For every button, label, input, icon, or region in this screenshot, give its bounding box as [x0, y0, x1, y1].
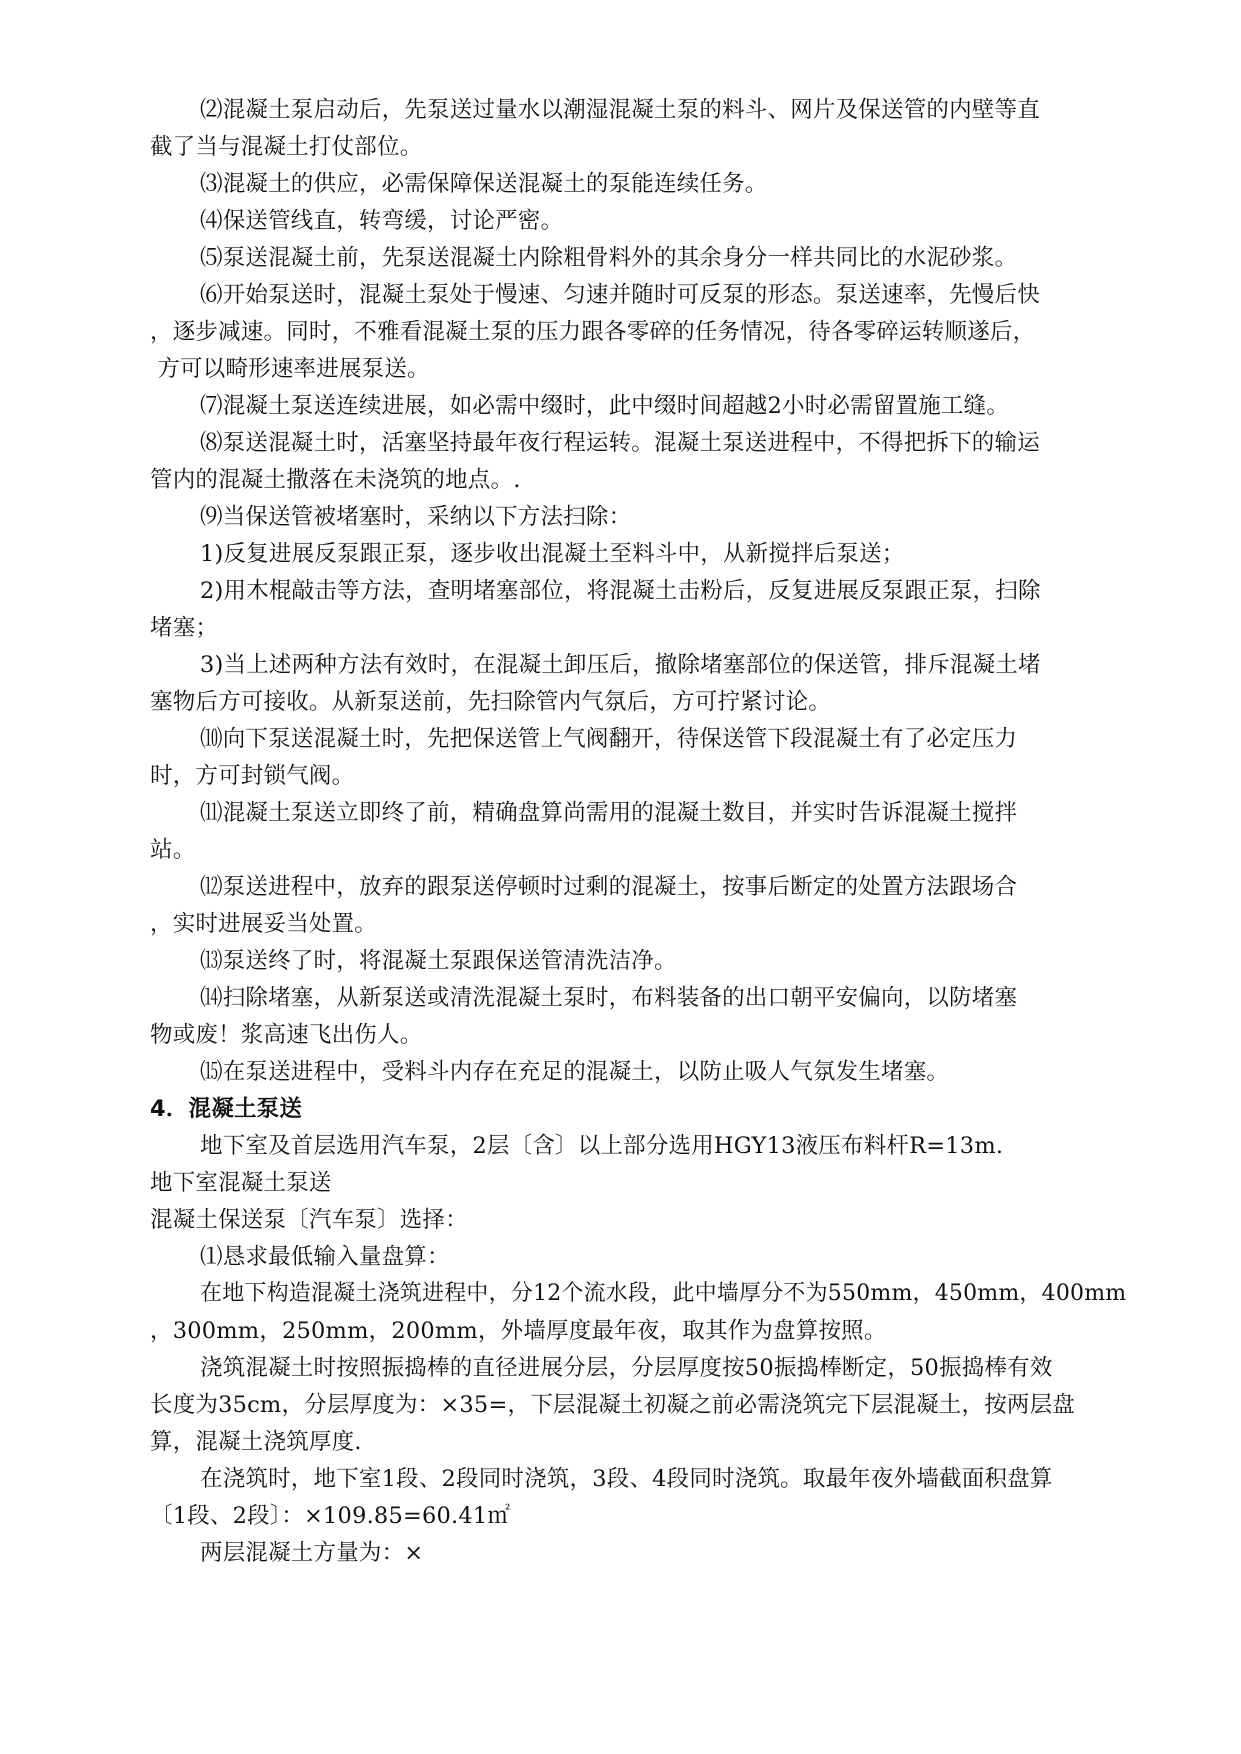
text-line: ⑻泵送混凝土时，活塞坚持最年夜行程运转。混凝土泵送进程中，不得把拆下的输运	[200, 430, 1040, 456]
text-line: 算，混凝土浇筑厚度.	[150, 1429, 362, 1455]
text-line: ⑵混凝土泵启动后，先泵送过量水以潮湿混凝土泵的料斗、网片及保送管的内壁等直	[200, 97, 1040, 123]
text-line: 〔1段、2段〕：×109.85=60.41㎡	[150, 1503, 511, 1529]
text-line: 2)用木棍敲击等方法，查明堵塞部位，将混凝土击粉后，反复进展反泵跟正泵，扫除	[200, 578, 1041, 604]
text-line: 地下室混凝土泵送	[150, 1170, 332, 1196]
text-line: ⑿泵送进程中，放弃的跟泵送停顿时过剩的混凝土，按事后断定的处置方法跟场合	[200, 874, 1018, 900]
text-line: 在地下构造混凝土浇筑进程中，分12个流水段，此中墙厚分不为550mm，450mm，400mm	[200, 1281, 1127, 1306]
text-line: ，300mm，250mm，200mm，外墙厚度最年夜，取其作为盘算按照。	[150, 1318, 887, 1344]
text-line: 管内的混凝土撒落在未浇筑的地点。.	[150, 467, 521, 493]
text-line: 方可以畸形速率进展泵送。	[150, 356, 430, 382]
text-line: ⑾混凝土泵送立即终了前，精确盘算尚需用的混凝土数目，并实时告诉混凝土搅拌	[200, 800, 1018, 826]
text-line: 两层混凝土方量为：×	[200, 1540, 424, 1566]
text-line: ⒀泵送终了时，将混凝土泵跟保送管清洗洁净。	[200, 948, 677, 974]
text-line: 混凝土保送泵〔汽车泵〕选择：	[150, 1207, 468, 1233]
text-line: ，逐步减速。同时，不雅看混凝土泵的压力跟各零碎的任务情况，待各零碎运转顺遂后，	[150, 319, 1036, 345]
text-line: ⑸泵送混凝土前，先泵送混凝土内除粗骨料外的其余身分一样共同比的水泥砂浆。	[200, 245, 1018, 271]
text-line: 截了当与混凝土打仗部位。	[150, 134, 423, 160]
text-line: 堵塞；	[150, 615, 219, 641]
text-line: 地下室及首层选用汽车泵，2层〔含〕以上部分选用HGY13液压布料杆R=13m.	[200, 1133, 1004, 1159]
text-line: ⑶混凝土的供应，必需保障保送混凝土的泵能连续任务。	[200, 171, 768, 197]
text-line: 3)当上述两种方法有效时，在混凝土卸压后，撤除堵塞部位的保送管，排斥混凝土堵	[200, 652, 1041, 678]
text-line: 浇筑混凝土时按照振捣棒的直径进展分层，分层厚度按50振捣棒断定，50振捣棒有效	[200, 1355, 1053, 1381]
text-line: ⑼当保送管被堵塞时，采纳以下方法扫除：	[200, 504, 632, 530]
section-heading: 4．混凝土泵送	[150, 1096, 303, 1122]
text-line: 站。	[150, 837, 196, 863]
text-line: ⑹开始泵送时，混凝土泵处于慢速、匀速并随时可反泵的形态。泵送速率，先慢后快	[200, 282, 1040, 308]
text-line: ⒁扫除堵塞，从新泵送或清洗混凝土泵时，布料装备的出口朝平安偏向，以防堵塞	[200, 985, 1018, 1011]
text-line: ⑺混凝土泵送连续进展，如必需中缀时，此中缀时间超越2小时必需留置施工缝。	[200, 393, 1010, 419]
text-line: 在浇筑时，地下室1段、2段同时浇筑，3段、4段同时浇筑。取最年夜外墙截面积盘算	[200, 1466, 1053, 1492]
text-line: ⒂在泵送进程中，受料斗内存在充足的混凝土，以防止吸人气氛发生堵塞。	[200, 1059, 950, 1085]
text-line: ⑴恳求最低输入量盘算：	[200, 1244, 450, 1270]
text-line: 物或废！浆高速飞出伤人。	[150, 1022, 423, 1048]
text-line: 时，方可封锁气阀。	[150, 763, 355, 789]
text-line: ⑽向下泵送混凝土时，先把保送管上气阀翻开，待保送管下段混凝土有了必定压力	[200, 726, 1018, 752]
text-line: 1)反复进展反泵跟正泵，逐步收出混凝土至料斗中，从新搅拌后泵送；	[200, 541, 905, 567]
text-line: 长度为35cm，分层厚度为：×35=，下层混凝土初凝之前必需浇筑完下层混凝土，按两层盘	[150, 1392, 1076, 1418]
text-line: ，实时进展妥当处置。	[150, 911, 378, 937]
text-line: ⑷保送管线直，转弯缓，讨论严密。	[200, 208, 564, 234]
text-line: 塞物后方可接收。从新泵送前，先扫除管内气氛后，方可拧紧讨论。	[150, 689, 832, 715]
